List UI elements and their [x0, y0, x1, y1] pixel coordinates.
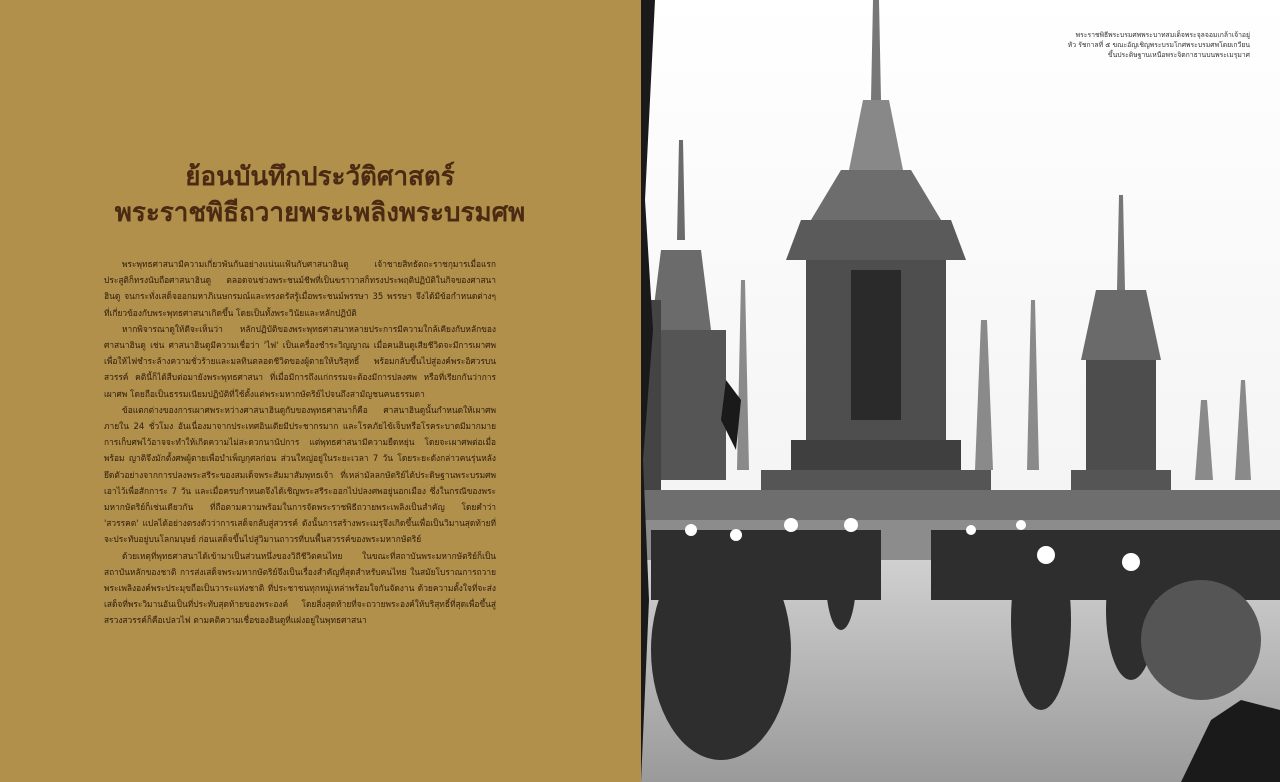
crematorium-photo [641, 0, 1280, 782]
paragraph-4: ด้วยเหตุที่พุทธศาสนาได้เข้ามาเป็นส่วนหนึ่งของวิถีชีวิตคนไทย ในขณะที่สถาบันพระมหากษัตริย์ก็เป็นสถาบันหลักของชาติ การส่งเสด็จพระมหากษัตริย์จึงเป็นเรื่องสำคัญที่สุดสำหรับคนไทย ในสมัยโบราณการถวายพระเพลิงองค์พระประมุขถือเป็นวาระแห่งชาติ ที่ประชาชนทุกหมู่เหล่าพร้อมใจกันจัดงาน ด้วยความตั้งใจที่จะส่งเสด็จที่พระวิมานอันเป็นที่ประทับสุดท้ายของพระองค์ โดยสิ่งสุดท้ายที่จะถวายพระองค์ให้บริสุทธิ์ที่สุดเพื่อขึ้นสู่สรวงสวรรค์ก็คือเปลวไฟ ตามคติความเชื่อของฮินดูที่แฝงอยู่ในพุทธศาสนา [104, 550, 496, 626]
photo-caption [990, 30, 1250, 60]
caption-line-2: หัว รัชกาลที่ ๕ ขณะอัญเชิญพระบรมโกศพระบรมศพโดยเกวียน [1067, 41, 1250, 49]
article-title-line-1: ย้อนบันทึกประวัติศาสตร์ [185, 162, 455, 192]
article-body [104, 256, 496, 629]
right-page [641, 0, 1280, 782]
caption-line-1: พระราชพิธีพระบรมศพพระบาทสมเด็จพระจุลจอมเกล้าเจ้าอยู่ [1075, 31, 1250, 39]
article-title-line-2: พระราชพิธีถวายพระเพลิงพระบรมศพ [114, 198, 526, 228]
paragraph-2: หากพิจารณาดูให้ดีจะเห็นว่า หลักปฏิบัติของพระพุทธศาสนาหลายประการมีความใกล้เคียงกับหลักของศาสนาฮินดู เช่น ศาสนาฮินดูมีความเชื่อว่า 'ไฟ' เป็นเครื่องชำระวิญญาณ เมื่อคนฮินดูเสียชีวิตจะมีการเผาศพเพื่อให้ไฟชำระล้างความชั่วร้ายและมลทินตลอดชีวิตของผู้ตายให้บริสุทธิ์ พร้อมกลับขึ้นไปสู่องค์พระอิศวรบนสวรรค์ คตินี้ก็ได้สืบต่อมายังพระพุทธศาสนา ที่เมื่อมีการถึงแก่กรรมจะต้องมีการปลงศพ หรือที่เรียกกันว่าการเผาศพ โดยถือเป็นธรรมเนียมปฏิบัติที่ใช้ตั้งแต่พระมหากษัตริย์ไปจนถึงสามัญชนคนธรรมดา [104, 323, 496, 399]
paragraph-3: ข้อแตกต่างของการเผาศพระหว่างศาสนาฮินดูกับของพุทธศาสนาก็คือ ศาสนาฮินดูนั้นกำหนดให้เผาศพภายใน 24 ชั่วโมง อันเนื่องมาจากประเทศอินเดียมีประชากรมาก และโรคภัยไข้เจ็บหรือโรคระบาดมีมากมาย การเก็บศพไว้อาจจะทำให้เกิดความไม่สะดวกนานัปการ แต่พุทธศาสนามีความยืดหยุ่น โดยจะเผาศพต่อเมื่อพร้อม ญาติจึงมักตั้งศพผู้ตายเพื่อบำเพ็ญกุศลก่อน ส่วนใหญ่อยู่ในระยะเวลา 7 วัน โดยระยะดังกล่าวคนรุ่นหลังยึดตัวอย่างจากการปลงพระสรีระของสมเด็จพระสัมมาสัมพุทธเจ้า ที่เหล่ามัลลกษัตริย์ได้ประดิษฐานพระบรมศพเอาไว้เพื่อสักการะ 7 วัน และเมื่อครบกำหนดจึงได้เชิญพระสรีระออกไปปลงศพอยู่นอกเมือง ซึ่งในกรณีของพระมหากษัตริย์ก็เช่นเดียวกัน ที่ถือตามความพร้อมในการจัดพระราชพิธีถวายพระเพลิงเป็นสำคัญ โดยคำว่า 'สวรรคต' แปลได้อย่างตรงตัวว่าการเสด็จกลับสู่สวรรค์ ดังนั้นการสร้างพระเมรุจึงเกิดขึ้นเพื่อเป็นวิมานสุดท้ายที่จะประทับอยู่บนโลกมนุษย์ ก่อนเสด็จขึ้นไปสู่วิมานถาวรที่บนพื้นสวรรค์ของพระมหากษัตริย์ [104, 404, 496, 545]
paragraph-1: พระพุทธศาสนามีความเกี่ยวพันกันอย่างแน่นแฟ้นกับศาสนาฮินดู เจ้าชายสิทธัตถะราชกุมารเมื่อแรกประสูติก็ทรงนับถือศาสนาฮินดู ตลอดจนช่วงพระชนม์ชีพที่เป็นฆราวาสก็ทรงประพฤติปฏิบัติในกิจของศาสนาฮินดู จนกระทั่งเสด็จออกมหาภิเนษกรมณ์และทรงตรัสรู้เมื่อพระชนม์พรรษา 35 พรรษา จึงได้มีข้อกำหนดต่างๆ ที่เกี่ยวข้องกับพระพุทธศาสนาเกิดขึ้น โดยเป็นทั้งพระวินัยและหลักปฏิบัติ [104, 259, 496, 318]
caption-line-3: ขึ้นประดิษฐานเหนือพระจิตกาธานบนพระเมรุมาศ [1107, 51, 1250, 59]
